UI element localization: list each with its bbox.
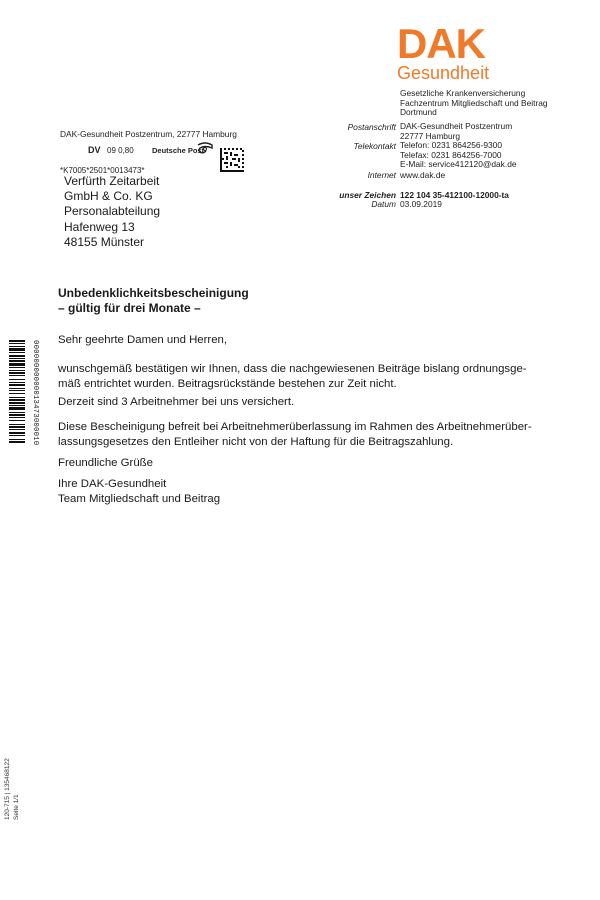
recipient-line-4: Hafenweg 13: [64, 219, 135, 234]
subject-line-2: – gültig für drei Monate –: [58, 301, 201, 315]
signature-line-1: Ihre DAK-Gesundheit: [58, 478, 167, 490]
recipient-address: [64, 174, 160, 250]
footer-line-1: 120-715 | 135468122: [4, 758, 11, 820]
recipient-line-5: 48155 Münster: [64, 234, 145, 249]
paragraph-liability: [58, 420, 532, 449]
postage-carrier: Deutsche Post: [152, 146, 205, 155]
reference-number: 122 104 35-412100-12000-ta: [400, 190, 509, 200]
postage-dv: DV: [88, 145, 101, 155]
footer-code: [4, 758, 20, 900]
recipient-line-1: Verfürth Zeitarbeit: [64, 174, 160, 188]
paragraph-confirmation: [58, 362, 527, 391]
postal-address: [400, 122, 512, 141]
barcode-number-text: 00000000000013473000010: [31, 340, 39, 446]
postal-code-line: *K7005*2501*0013473*: [60, 166, 145, 175]
postal-address-line-2: 22777 Hamburg: [400, 130, 461, 141]
website: www.dak.de: [400, 170, 446, 180]
paragraph-employees: Derzeit sind 3 Arbeitnehmer bei uns versichert.: [58, 396, 295, 408]
postal-address-label: Postanschrift: [347, 122, 396, 132]
closing: Freundliche Grüße: [58, 457, 153, 469]
reference-label: unser Zeichen: [339, 190, 396, 200]
barcode-icon: [9, 340, 25, 510]
return-address: DAK-Gesundheit Postzentrum, 22777 Hamburg: [60, 129, 237, 139]
recipient-line-2: GmbH & Co. KG: [64, 189, 153, 204]
telecontact-label: Telekontakt: [353, 141, 396, 151]
email-address: E-Mail: service412120@dak.de: [400, 159, 517, 170]
dak-logo: [397, 20, 517, 83]
org-line-1: Gesetzliche Krankenversicherung: [400, 88, 526, 98]
fax-number: Telefax: 0231 864256-7000: [400, 149, 502, 160]
phone-number: Telefon: 0231 864256-9300: [400, 140, 502, 150]
logo-brand: DAK: [397, 20, 485, 67]
recipient-line-3: Personalabteilung: [64, 204, 161, 219]
subject-line-1: Unbedenklichkeitsbescheinigung: [58, 286, 249, 300]
paragraph-line: Diese Bescheinigung befreit bei Arbeitnehmerüberlassung im Rahmen des Arbeitnehmerüber-: [58, 421, 532, 433]
salutation: Sehr geehrte Damen und Herren,: [58, 334, 228, 346]
paragraph-line: wunschgemäß bestätigen wir Ihnen, dass die nachgewiesenen Beiträge bislang ordnungsge-: [58, 363, 527, 375]
org-line-3: Dortmund: [400, 107, 437, 118]
postage-amount: 09 0,80: [107, 146, 134, 155]
organization-block: [400, 89, 548, 118]
postal-address-line-1: DAK-Gesundheit Postzentrum: [400, 121, 513, 131]
telecontact: [400, 141, 517, 170]
signature: [58, 477, 220, 506]
org-line-2: Fachzentrum Mitgliedschaft und Beitrag: [400, 97, 548, 108]
paragraph-line: lassungsgesetzes den Entleiher nicht von der Haftung für die Beitragszahlung.: [58, 435, 454, 448]
barcode-number: [30, 340, 40, 510]
datamatrix-code-icon: [220, 148, 244, 172]
letter-date: 03.09.2019: [400, 199, 442, 209]
footer-line-2: Seite 1/1: [13, 794, 20, 820]
logo-subtitle: Gesundheit: [397, 63, 490, 83]
signature-line-2: Team Mitgliedschaft und Beitrag: [58, 492, 221, 505]
internet-label: Internet: [367, 170, 396, 180]
post-horn-icon: [197, 142, 213, 154]
letter-subject: [58, 286, 249, 316]
date-label: Datum: [371, 199, 396, 209]
paragraph-line: mäß entrichtet wurden. Beitragsrückstände bestehen zur Zeit nicht.: [58, 377, 397, 390]
